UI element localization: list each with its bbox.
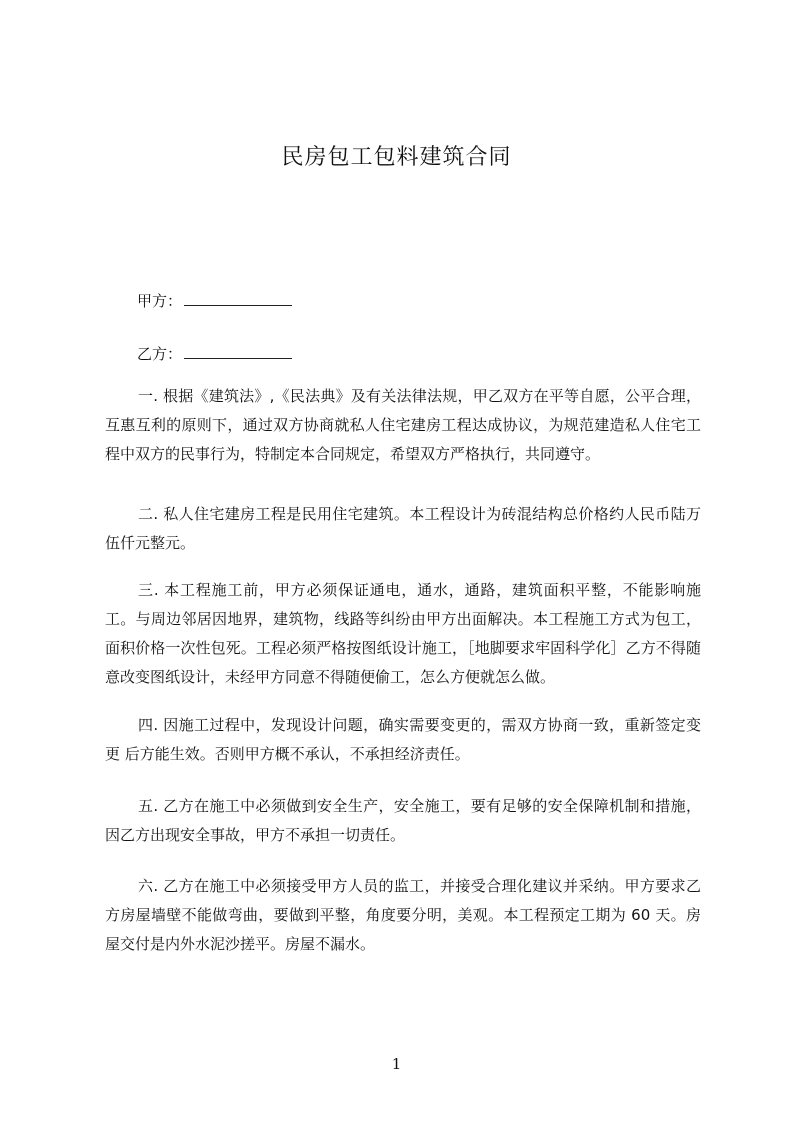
- party-a-blank: [184, 291, 292, 306]
- clause-4: 四. 因施工过程中，发现设计问题，确实需要变更的，需双方协商一致，重新签定变更 后方能生效。否则甲方概不承认，不承担经济责任。: [105, 716, 701, 763]
- party-b-line: [137, 344, 292, 364]
- clause-3: 三. 本工程施工前，甲方必须保证通电，通水，通路，建筑面积平整，不能影响施工。与周边邻居因地界，建筑物，线路等纠纷由甲方出面解决。本工程施工方式为包工，面积价格一次性包死。工程必须严格按图纸设计施工，［地脚要求牢固科学化］乙方不得随意改变图纸设计，未经甲方同意不得随便偷工，怎么方便就怎么做。: [105, 581, 701, 686]
- party-a-label: 甲方：: [137, 292, 183, 310]
- clause-6: 六. 乙方在施工中必须接受甲方人员的监工，并接受合理化建议并采纳。甲方要求乙方房屋墙壁不能做弯曲，要做到平整，角度要分明，美观。本工程预定工期为 60 天。房屋交付是内外水泥沙搓平。房屋不漏水。: [105, 877, 701, 953]
- party-b-label: 乙方：: [137, 345, 183, 363]
- page-number: 1: [391, 1055, 402, 1073]
- document-title: 民房包工包料建筑合同: [281, 145, 512, 170]
- clause-1: 一. 根据《建筑法》,《民法典》及有关法律法规，甲乙双方在平等自愿，公平合理，互惠互利的原则下，通过双方协商就私人住宅建房工程达成协议，为规范建造私人住宅工程中双方的民事行为，特制定本合同规定，希望双方严格执行，共同遵守。: [105, 387, 701, 463]
- clause-2: 二. 私人住宅建房工程是民用住宅建筑。本工程设计为砖混结构总价格约人民币陆万伍仟元整元。: [105, 505, 701, 552]
- clause-5: 五. 乙方在施工中必须做到安全生产，安全施工，要有足够的安全保障机制和措施，因乙方出现安全事故，甲方不承担一切责任。: [105, 797, 701, 844]
- party-b-blank: [184, 344, 292, 359]
- party-a-line: [137, 291, 292, 311]
